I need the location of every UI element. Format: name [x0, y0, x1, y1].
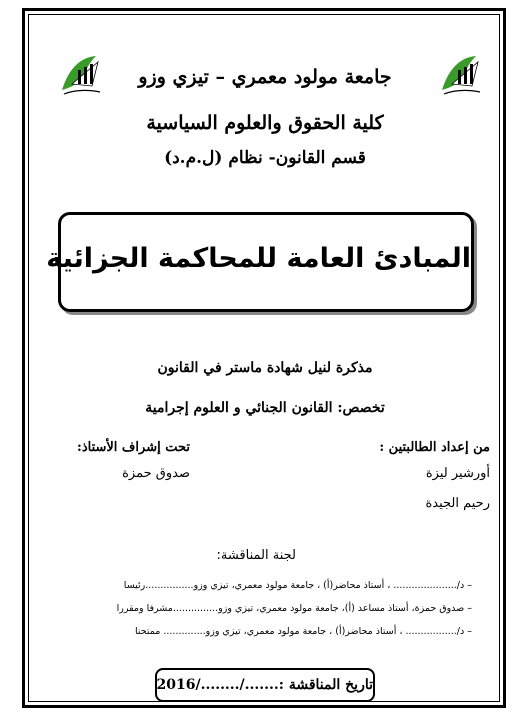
specialty-line: تخصص: القانون الجنائي و العلوم إجرامية	[145, 400, 385, 416]
committee-label: لجنة المناقشة:	[216, 548, 296, 563]
committee-member: – د/................. ، أستاذ محاضر(أ) ، جامعة مولود معمري، تيزي وزو.............. ممتحنا	[135, 626, 472, 637]
student-name-2: رحيم الجيدة	[425, 496, 490, 511]
committee-member: – صدوق حمزة، أستاذ مساعد (أ)، جامعة مولود معمري، تيزي وزو...............مشرفا ومقررا	[116, 603, 472, 614]
university-logo-left	[58, 52, 104, 98]
university-logo-right	[438, 52, 484, 98]
title-box	[46, 212, 474, 312]
supervisor-name: صدوق حمزة	[122, 466, 190, 481]
students-label: من إعداد الطالبتين :	[379, 440, 490, 455]
supervisor-label: تحت إشراف الأستاذ:	[77, 440, 190, 455]
faculty-name: كلية الحقوق والعلوم السياسية	[146, 112, 384, 134]
defense-date-box	[155, 668, 375, 702]
defense-date: تاريخ المناقشة :......./......../2016	[156, 677, 373, 693]
thesis-title: المبادئ العامة للمحاكمة الجزائية	[46, 243, 471, 274]
university-name: جامعة مولود معمري – تيزي وزو	[138, 66, 392, 88]
degree-line: مذكرة لنيل شهادة ماستر في القانون	[157, 360, 373, 376]
committee-member: – د/..................... ، أستاذ محاضر(أ) ، جامعة مولود معمري، تيزي وزو................رئيسا	[123, 580, 472, 591]
department-name: قسم القانون- نظام (ل.م.د)	[164, 148, 366, 168]
student-name-1: أورشير ليزة	[425, 466, 490, 481]
